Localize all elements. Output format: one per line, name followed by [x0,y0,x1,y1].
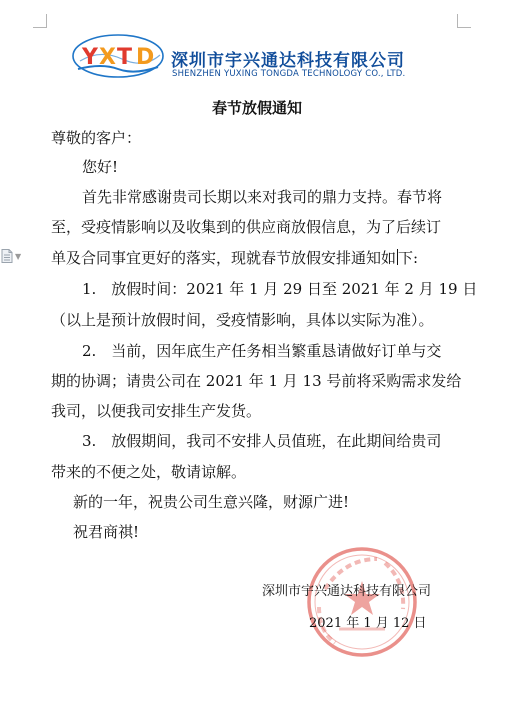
company-seal-stamp [305,545,419,659]
closing-line: 祝君商祺! [73,523,140,541]
list-item: 我司，以便我司安排生产发货。 [51,402,262,420]
paragraph-line: 首先非常感谢贵司长期以来对我司的鼎力支持。春节将 [82,188,443,206]
margin-corner-mark [457,14,471,28]
list-item: 3. 放假期间，我司不安排人员值班，在此期间给贵司 [82,432,442,450]
signature-company: 深圳市宇兴通达科技有限公司 [262,584,432,599]
svg-text:X: X [99,45,116,70]
company-logo [72,33,164,79]
list-item: 期的协调；请贵公司在 2021 年 1 月 13 号前将采购需求发给 [51,372,462,390]
document-icon[interactable] [1,249,13,263]
paragraph-text: 下: [398,249,419,267]
paragraph-text: 单及合同事宜更好的落实，现就春节放假安排通知如 [51,249,397,267]
greeting: 您好! [82,158,119,176]
list-item: 1. 放假时间：2021 年 1 月 29 日至 2021 年 2 月 19 日 [82,280,478,298]
paragraph-line [51,248,418,268]
svg-text:T: T [117,45,133,70]
company-name-en: SHENZHEN YUXING TONGDA TECHNOLOGY CO., LTD. [172,69,406,79]
document-title: 春节放假通知 [211,99,302,117]
svg-text:D: D [136,45,155,70]
list-item: 2. 当前，因年底生产任务相当繁重恳请做好订单与交 [82,342,442,360]
list-item: （以上是预计放假时间，受疫情影响，具体以实际为准）。 [51,311,434,329]
salutation: 尊敬的客户： [51,129,142,147]
list-item: 带来的不便之处，敬请谅解。 [51,463,247,481]
svg-text:Y: Y [82,45,98,70]
margin-corner-mark [33,14,47,28]
closing-line: 新的一年，祝贵公司生意兴隆，财源广进! [73,493,350,511]
company-name-cn: 深圳市宇兴通达科技有限公司 [171,51,405,71]
paragraph-line: 至，受疫情影响以及收集到的供应商放假信息，为了后续订 [51,218,442,236]
dropdown-arrow-icon[interactable]: ▼ [15,252,22,261]
signature-date: 2021 年 1 月 12 日 [309,616,427,631]
